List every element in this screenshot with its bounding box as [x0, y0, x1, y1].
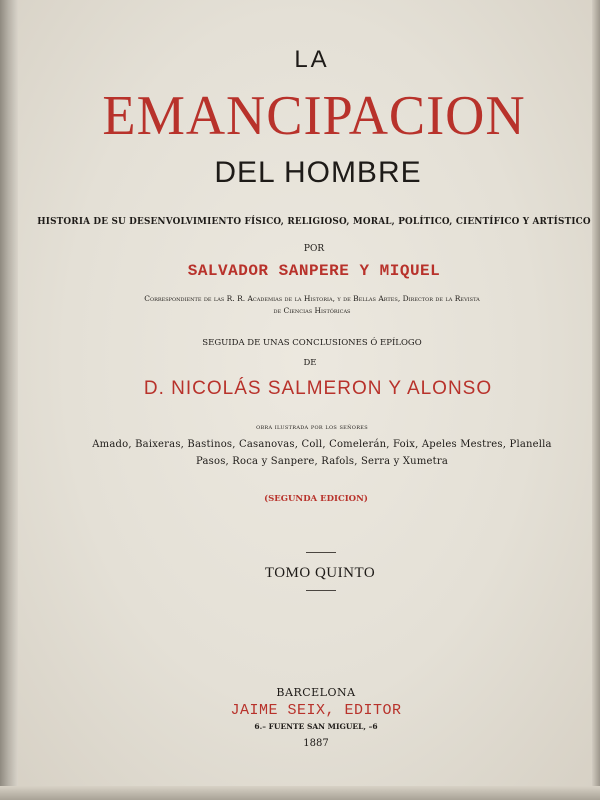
publication-city: BARCELONA	[276, 686, 356, 699]
illustrators-line1: Amado, Baixeras, Bastinos, Casanovas, Coll, Comelerán, Foix, Apeles Mestres, Planella	[92, 439, 552, 450]
illustrators-line2: Pasos, Roca y Sanpere, Rafols, Serra y Xumetra	[196, 456, 448, 467]
description: HISTORIA DE SU DESENVOLVIMIENTO FÍSICO, RELIGIOSO, MORAL, POLÍTICO, CIENTÍFICO Y ARTÍSTICO	[37, 216, 591, 227]
page-bottom-edge	[0, 786, 600, 800]
edition-label: (SEGUNDA EDICION)	[264, 494, 368, 504]
volume-rule-top	[306, 552, 336, 553]
publication-year: 1887	[303, 738, 329, 749]
volume-rule-bottom	[306, 590, 336, 591]
author-affiliation-line2: de Ciencias Históricas	[273, 306, 351, 315]
book-gutter	[0, 0, 18, 800]
title-article: LA	[294, 46, 330, 73]
followed-by-label: SEGUIDA DE UNAS CONCLUSIONES Ó EPÍLOGO	[202, 338, 422, 348]
por-label: POR	[303, 244, 325, 254]
publisher-address: 6.– FUENTE SAN MIGUEL, –6	[254, 722, 378, 731]
author-affiliation-line1: Correspondiente de las R. R. Academias de la Historia, y de Bellas Artes, Director de la Revista	[144, 294, 480, 303]
illustrated-by-label: obra ilustrada por los señores	[256, 423, 368, 431]
main-title: EMANCIPACION	[102, 85, 526, 147]
de-label: DE	[303, 358, 317, 368]
epilogue-author: D. NICOLÁS SALMERON Y ALONSO	[143, 378, 493, 399]
publisher-name: JAIME SEIX, EDITOR	[230, 702, 402, 719]
author-name: SALVADOR SANPERE Y MIQUEL	[187, 262, 441, 280]
subtitle: DEL HOMBRE	[214, 156, 422, 189]
volume-label: TOMO QUINTO	[264, 565, 376, 581]
